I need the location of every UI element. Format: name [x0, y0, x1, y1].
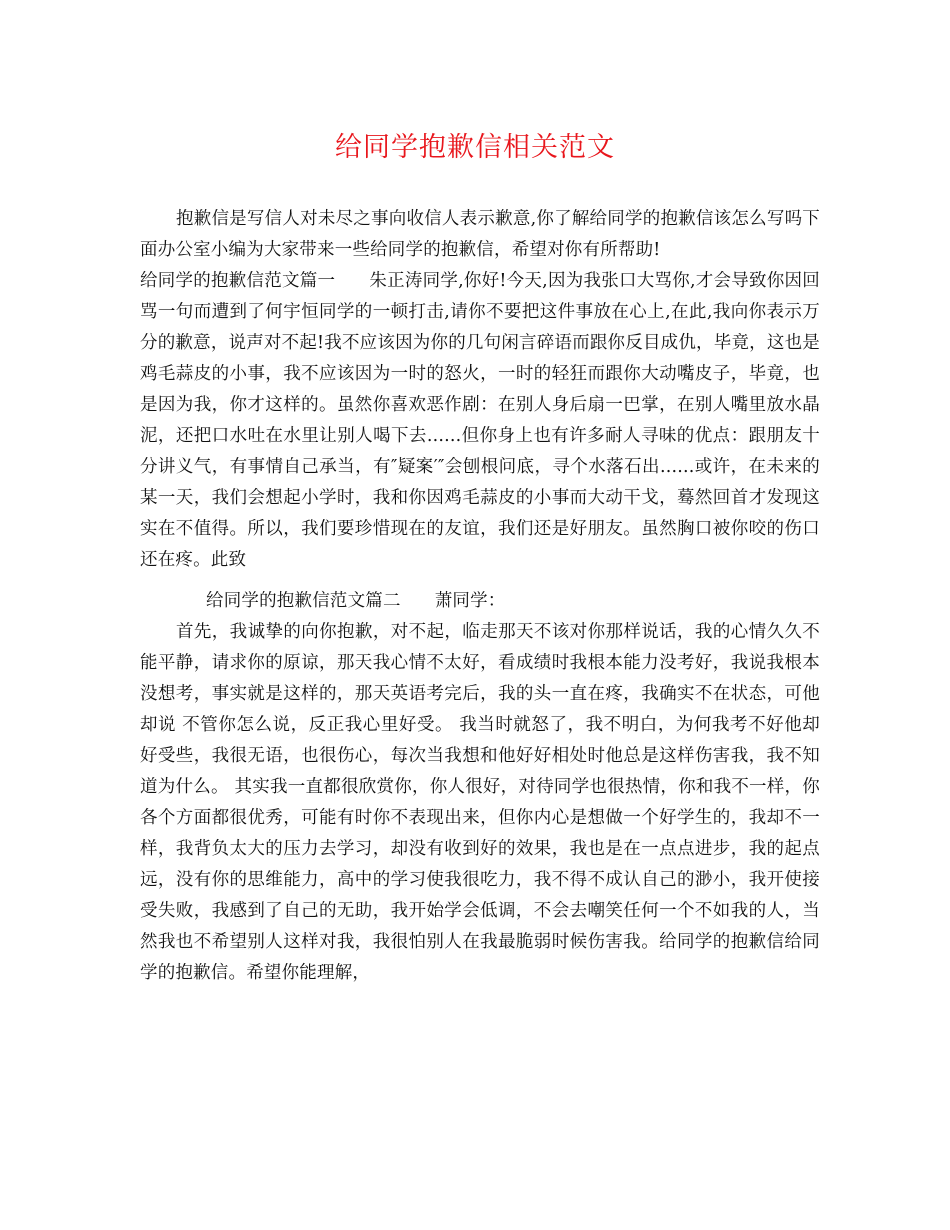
intro-paragraph: 抱歉信是写信人对未尽之事向收信人表示歉意,你了解给同学的抱歉信该怎么写吗下面办公室小编为大家带来一些给同学的抱歉信，希望对你有所帮助!: [140, 209, 820, 260]
section1-heading: 给同学的抱歉信范文篇一: [140, 271, 336, 291]
section1-body: 朱正涛同学,你好!今天,因为我张口大骂你,才会导致你因回骂一句而遭到了何宇恒同学的一顿打击,请你不要把这件事放在心上,在此,我向你表示万分的歉意，说声对不起!我不应该因为你的几句闲言碎语而跟你反目成仇，毕竟，这也是鸡毛蒜皮的小事，我不应该因为一时的怒火，一时的轻狂而跟你大动嘴皮子，毕竟，也是因为我，你才这样的。虽然你喜欢恶作剧：在别人身后扇一巴掌，在别人嘴里放水晶泥，还把口水吐在水里让别人喝下去......但你身上也有许多耐人寻味的优点：跟朋友十分讲义气，有事情自己承当，有″疑案′″会刨根问底，寻个水落石出......或许，在未来的某一天，我们会想起小学时，我和你因鸡毛蒜皮的小事而大动干戈，蓦然回首才发现这实在不值得。所以，我们要珍惜现在的友谊，我们还是好朋友。虽然胸口被你咬的伤口还在疼。此致: [140, 271, 820, 570]
section2-heading-line: [140, 586, 820, 617]
section2-salutation: 萧同学：: [434, 591, 506, 611]
section2-paragraph: 首先，我诚挚的向你抱歉，对不起，临走那天不该对你那样说话，我的心情久久不能平静，请求你的原谅，那天我心情不太好，看成绩时我根本能力没考好，我说我根本没想考，事实就是这样的，那天英语考完后，我的头一直在疼，我确实不在状态，可他却说 不管你怎么说，反正我心里好受。 我当时就怒了，我不明白，为何我考不好他却好受些，我很无语，也很伤心，每次当我想和他好好相处时他总是这样伤害我，我不知道为什么。 其实我一直都很欣赏你，你人很好，对待同学也很热情，你和我不一样，你各个方面都很优秀，可能有时你不表现出来，但你内心是想做一个好学生的，我却不一样，我背负太大的压力去学习，却没有收到好的效果，我也是在一点点进步，我的起点远，没有你的思维能力，高中的学习使我很吃力，我不得不成认自己的渺小，我开使接受失败，我感到了自己的无助，我开始学会低调，不会去嘲笑任何一个不如我的人，当然我也不希望别人这样对我，我很怕别人在我最脆弱时候伤害我。给同学的抱歉信给同学的抱歉信。希望你能理解，: [140, 622, 820, 983]
section1-paragraph: [140, 266, 820, 576]
section2-heading: 给同学的抱歉信范文篇二: [206, 591, 401, 611]
document-title: 给同学抱歉信相关范文: [335, 132, 615, 163]
document-body: [140, 204, 820, 989]
